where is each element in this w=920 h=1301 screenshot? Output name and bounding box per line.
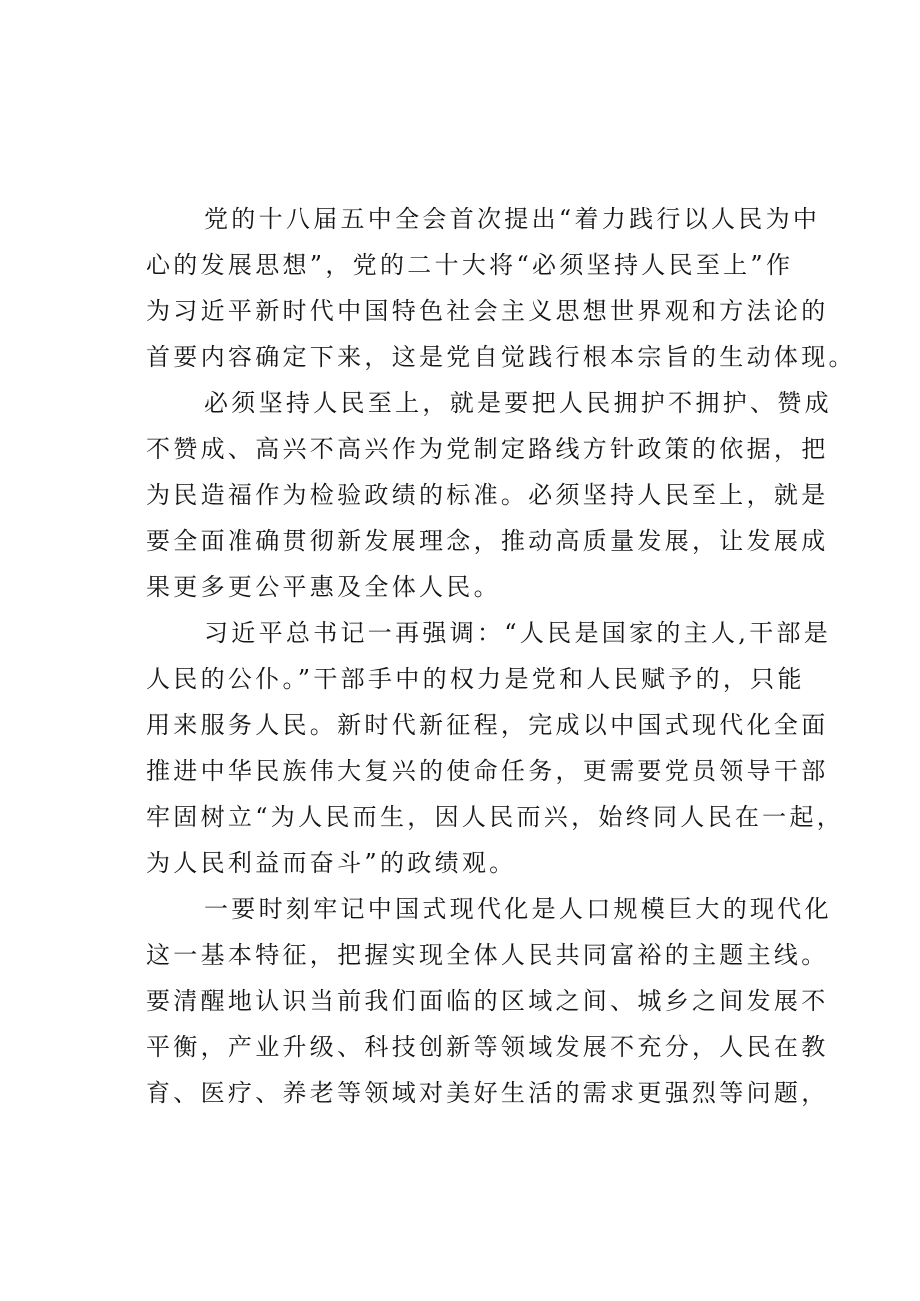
- paragraph-line: 人民的公仆。”干部手中的权力是党和人民赋予的，只能: [146, 665, 805, 693]
- paragraph-line: 必须坚持人民至上，就是要把人民拥护不拥护、赞成: [204, 389, 832, 417]
- paragraph-line: 为习近平新时代中国特色社会主义思想世界观和方法论的: [146, 297, 829, 325]
- paragraph-line: 要清醒地认识当前我们面临的区域之间、城乡之间发展不: [146, 987, 829, 1015]
- paragraph-line: 这一基本特征，把握实现全体人民共同富裕的主题主线。: [146, 941, 829, 969]
- paragraph-line: 果更多更公平惠及全体人民。: [146, 573, 501, 601]
- paragraph-line: 为人民利益而奋斗”的政绩观。: [146, 849, 517, 877]
- paragraph-line: 习近平总书记一再强调：“人民是国家的主人,干部是: [204, 619, 832, 647]
- paragraph-3: [146, 610, 845, 886]
- paragraph-line: 育、医疗、养老等领域对美好生活的需求更强烈等问题，: [146, 1079, 829, 1107]
- paragraph-1: [146, 196, 856, 380]
- paragraph-line: 推进中华民族伟大复兴的使命任务，更需要党员领导干部: [146, 757, 829, 785]
- paragraph-line: 牢固树立“为人民而生，因人民而兴，始终同人民在一起，: [146, 803, 845, 831]
- paragraph-line: 平衡，产业升级、科技创新等领域发展不充分，人民在教: [146, 1033, 829, 1061]
- paragraph-line: 一要时刻牢记中国式现代化是人口规模巨大的现代化: [204, 895, 832, 923]
- paragraph-line: 党的十八届五中全会首次提出“着力践行以人民为中: [204, 205, 821, 233]
- paragraph-4: [146, 886, 832, 1116]
- paragraph-line: 心的发展思想”，党的二十大将“必须坚持人民至上”作: [146, 251, 794, 279]
- paragraph-line: 用来服务人民。新时代新征程，完成以中国式现代化全面: [146, 711, 829, 739]
- paragraph-line: 为民造福作为检验政绩的标准。必须坚持人民至上，就是: [146, 481, 829, 509]
- document-body: [146, 196, 856, 1116]
- paragraph-2: [146, 380, 832, 610]
- paragraph-line: 要全面准确贯彻新发展理念，推动高质量发展，让发展成: [146, 527, 829, 555]
- paragraph-line: 不赞成、高兴不高兴作为党制定路线方针政策的依据，把: [146, 435, 829, 463]
- paragraph-line: 首要内容确定下来，这是党自觉践行根本宗旨的生动体现。: [146, 343, 856, 371]
